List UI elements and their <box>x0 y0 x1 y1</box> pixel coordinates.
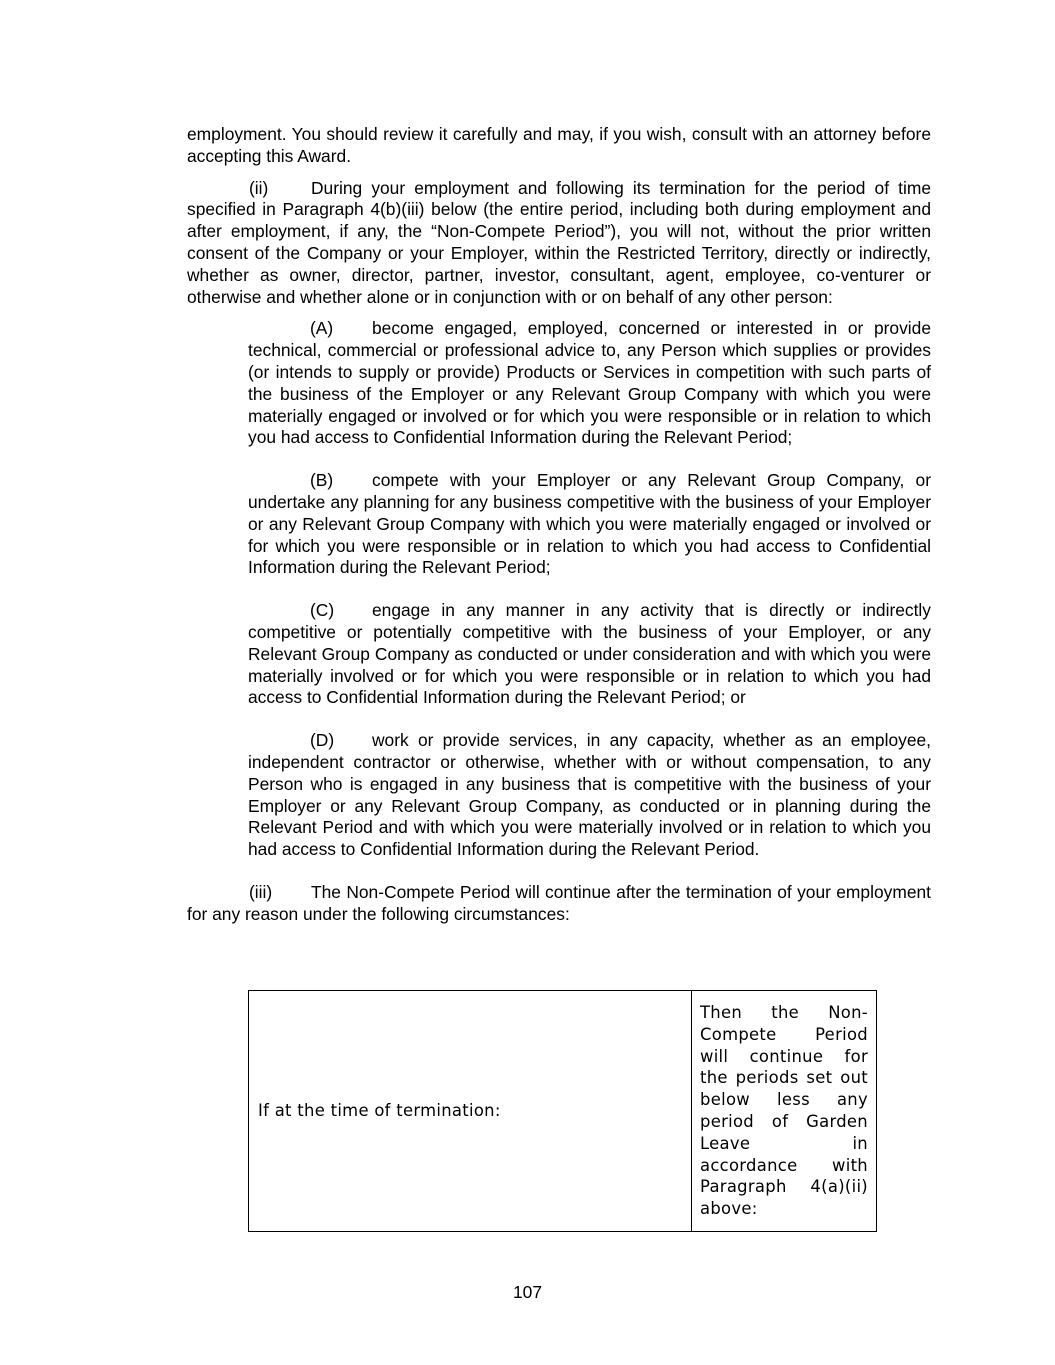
paragraph-iii <box>187 882 931 926</box>
intro-paragraph: employment. You should review it carefully and may, if you wish, consult with an attorney before accepting this Award. <box>187 124 931 166</box>
paragraph-ii-label: (ii) <box>249 177 269 198</box>
item-c-text: engage in any manner in any activity that is directly or indirectly competitive or potentially competitive with the business of your Employer, or any Relevant Group Company as conducted or under consideration and with which you were materially involved or for which you were responsible or in relation to which you had access to Confidential Information during the Relevant Period; or <box>248 600 931 708</box>
paragraph-ii-text: During your employment and following its termination for the period of time specified in Paragraph 4(b)(iii) below (the entire period, including both during employment and after employment, if any, the “Non-Compete Period”), you will not, without the prior written consent of the Company or your Employer, within the Restricted Territory, directly or indirectly, whether as owner, director, partner, investor, consultant, agent, employee, co-venturer or otherwise and whether alone or in conjunction with or on behalf of any other person: <box>187 177 931 307</box>
item-c-label: (C) <box>310 600 335 621</box>
item-b-text: compete with your Employer or any Relevant Group Company, or undertake any planning for any business competitive with the business of your Employer or any Relevant Group Company with which you were materially engaged or involved or for which you were responsible or in relation to which you had access to Confidential Information during the Relevant Period; <box>248 470 931 578</box>
termination-table-grid <box>248 990 877 1232</box>
item-d-label: (D) <box>310 730 335 751</box>
table-right-header: Then the Non-Compete Period will continue for the periods set out below less any period of Garden Leave in accordance with Paragraph 4(a)(ii) above: <box>692 991 877 1232</box>
item-a-text: become engaged, employed, concerned or interested in or provide technical, commercial or professional advice to, any Person which supplies or provides (or intends to supply or provide) Products or Services in competition with such parts of the business of the Employer or any Relevant Group Company with which you were materially engaged or involved or for which you were responsible or in relation to which you had access to Confidential Information during the Relevant Period; <box>248 318 931 448</box>
paragraph-iii-text: The Non-Compete Period will continue after the termination of your employment for any reason under the following circumstances: <box>187 881 931 924</box>
termination-table <box>248 990 877 1232</box>
document-body <box>187 124 931 926</box>
item-d <box>248 730 931 861</box>
item-b-label: (B) <box>310 470 334 491</box>
item-a-label: (A) <box>310 318 334 339</box>
item-c <box>248 600 931 709</box>
table-row <box>249 991 877 1232</box>
paragraph-ii <box>187 178 931 309</box>
item-a <box>248 318 931 449</box>
page-number: 107 <box>512 1282 542 1302</box>
paragraph-iii-label: (iii) <box>249 881 273 902</box>
table-left-header: If at the time of termination: <box>249 991 692 1232</box>
item-d-text: work or provide services, in any capacity, whether as an employee, independent contractor or otherwise, whether with or without compensation, to any Person who is engaged in any business that is competitive with the business of your Employer or any Relevant Group Company, as conducted or in planning during the Relevant Period and with which you were materially involved or in relation to which you had access to Confidential Information during the Relevant Period. <box>248 730 931 860</box>
item-b <box>248 470 931 579</box>
